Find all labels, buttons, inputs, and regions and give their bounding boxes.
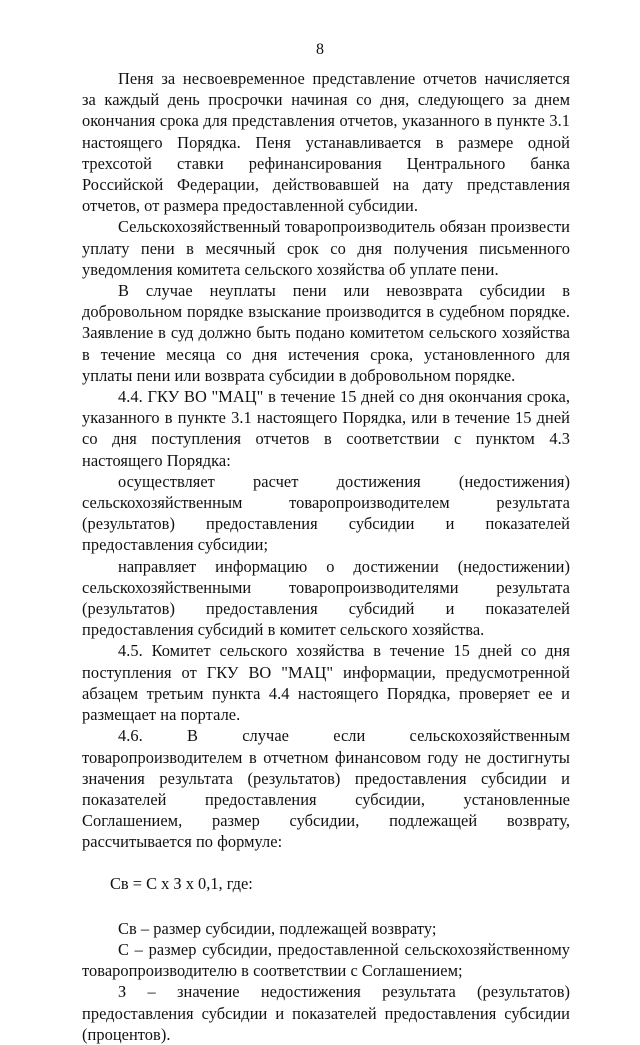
paragraph-clause-4-4-information: направляет информацию о достижении (недостижении) сельскохозяйственными товаропроизводителями результата (результатов) предоставления субсидий и показателей предоставления субсидий в комитет сельского хозяйства. [82, 556, 570, 640]
paragraph-penalty-payment: Сельскохозяйственный товаропроизводитель обязан произвести уплату пени в месячный срок со дня получения письменного уведомления комитета сельского хозяйства об уплате пени. [82, 217, 570, 279]
formula-definition-z: З – значение недостижения результата (результатов) предоставления субсидии и показателей предоставления субсидии (процентов). [82, 982, 570, 1044]
formula-definition-s: С – размер субсидии, предоставленной сельскохозяйственному товаропроизводителю в соответствии с Соглашением; [82, 939, 570, 981]
paragraph-clause-4-4-calculation: осуществляет расчет достижения (недостижения) сельскохозяйственным товаропроизводителем результата (результатов) предоставления субсидии и показателей предоставления субсидии; [82, 471, 570, 555]
paragraph-clause-4-6: 4.6. В случае если сельскохозяйственным товаропроизводителем в отчетном финансовом году не достигнуты значения результата (результатов) предоставления субсидии и показателей предоставления субсидии, установленные Соглашением, размер субсидии, подлежащей возврату, рассчитывается по формуле: [82, 726, 570, 852]
paragraph-clause-4-4: 4.4. ГКУ ВО "МАЦ" в течение 15 дней со дня окончания срока, указанного в пункте 3.1 настоящего Порядка, или в течение 15 дней со дня поступления отчетов в соответствии с пунктом 4.3 настоящего Порядка: [82, 387, 570, 470]
page-number: 8 [316, 41, 324, 58]
paragraph-penalty-accrual: Пеня за несвоевременное представление отчетов начисляется за каждый день просрочки начиная со дня, следующего за днем окончания срока для представления отчетов, указанного в пункте 3.1 настоящего Порядка. Пеня устанавливается в размере одной трехсотой ставки рефинансирования Центрального банка Российской Федерации, действовавшей на дату представления отчетов, от размера предоставленной субсидии. [82, 69, 570, 216]
paragraph-clause-4-5: 4.5. Комитет сельского хозяйства в течение 15 дней со дня поступления от ГКУ ВО "МАЦ" информации, предусмотренной абзацем третьим пункта 4.4 настоящего Порядка, проверяет ее и размещает на портале. [82, 641, 570, 725]
paragraph-judicial-recovery: В случае неуплаты пени или невозврата субсидии в добровольном порядке взыскание производится в судебном порядке. Заявление в суд должно быть подано комитетом сельского хозяйства в течение месяца со дня истечения срока, установленного для уплаты пени или возврата субсидии в добровольном порядке. [82, 281, 570, 385]
document-body [82, 68, 570, 1045]
refund-formula: Св = С х З х 0,1, где: [110, 873, 253, 893]
formula-definition-sv: Св – размер субсидии, подлежащей возврату; [118, 918, 437, 938]
